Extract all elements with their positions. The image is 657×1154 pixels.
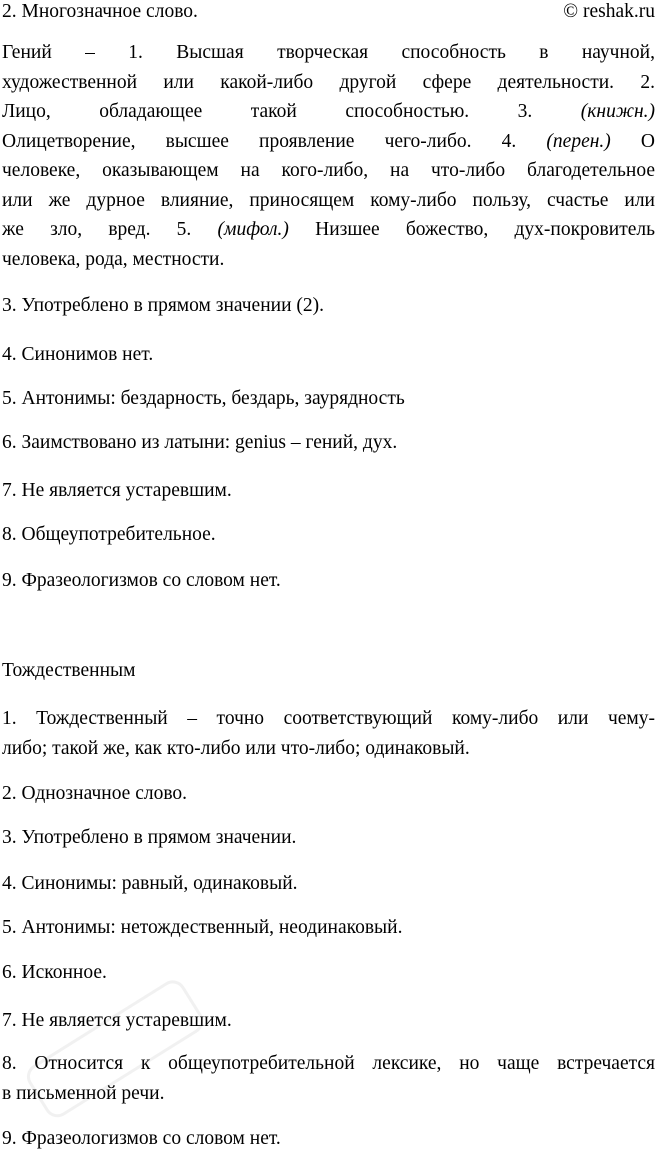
list-item: 6. Заимствовано из латыни: genius – гений, дух. [2,432,398,453]
copyright-label: © reshak.ru [563,1,655,22]
list-item: 3. Употреблено в прямом значении (2). [2,295,325,316]
list-item: 6. Исконное. [2,962,107,983]
list-item: 9. Фразеологизмов со словом нет. [2,1128,281,1149]
list-item: 7. Не является устаревшим. [2,1010,232,1031]
definition-text: О [640,130,655,152]
definition-line: или же дурное влияние, приносящем кому-либо пользу, счастье или [2,189,655,211]
definition-line [2,97,655,127]
usage-mark: (мифол.) [217,219,289,240]
definition-text: Лицо, обладающее такой способностью. 3. [2,101,533,122]
definition-line [2,127,655,157]
definition-line: 8. Относится к общеупотребительной лексике, но чаще встречается [2,1053,655,1074]
section-title: Тождественным [2,660,136,681]
list-item: 4. Синонимы: равный, одинаковый. [2,873,298,894]
definition-paragraph [2,704,655,763]
usage-mark: (книжн.) [580,101,655,122]
list-item: 3. Употреблено в прямом значении. [2,827,297,848]
header-row [2,0,655,26]
definition-line: художественной или какой-либо другой сфере деятельности. 2. [2,71,655,93]
list-item: 8. Общеупотребительное. [2,524,216,545]
definition-line: человека, рода, местности. [2,248,225,270]
usage-mark: (перен.) [546,130,611,152]
definition-line: Гений – 1. Высшая творческая способность в научной, [2,42,655,63]
definition-line: человеке, оказывающем на кого-либо, на что-либо благодетельное [2,160,655,181]
list-item: 4. Синонимов нет. [2,344,154,365]
list-item: 2. Однозначное слово. [2,783,188,804]
list-item [2,1049,655,1108]
definition-line: в письменной речи. [2,1082,165,1104]
list-item: 7. Не является устаревшим. [2,480,232,501]
list-item: 5. Антонимы: нетождественный, неодинаковый. [2,917,403,938]
definition-text: Низшее божество, дух-покровитель [315,219,655,240]
definition-paragraph [2,38,655,274]
word-type-label: 2. Многозначное слово. [2,1,198,22]
definition-line: либо; такой же, как кто-либо или что-либо; одинаковый. [2,737,470,759]
list-item: 5. Антонимы: бездарность, бездарь, заурядность [2,388,405,409]
definition-line [2,215,655,245]
list-item: 9. Фразеологизмов со словом нет. [2,570,281,591]
definition-text: Олицетворение, высшее проявление чего-либо. 4. [2,130,517,152]
definition-line: 1. Тождественный – точно соответствующий кому-либо или чему- [2,708,655,729]
definition-text: же зло, вред. 5. [2,219,192,240]
